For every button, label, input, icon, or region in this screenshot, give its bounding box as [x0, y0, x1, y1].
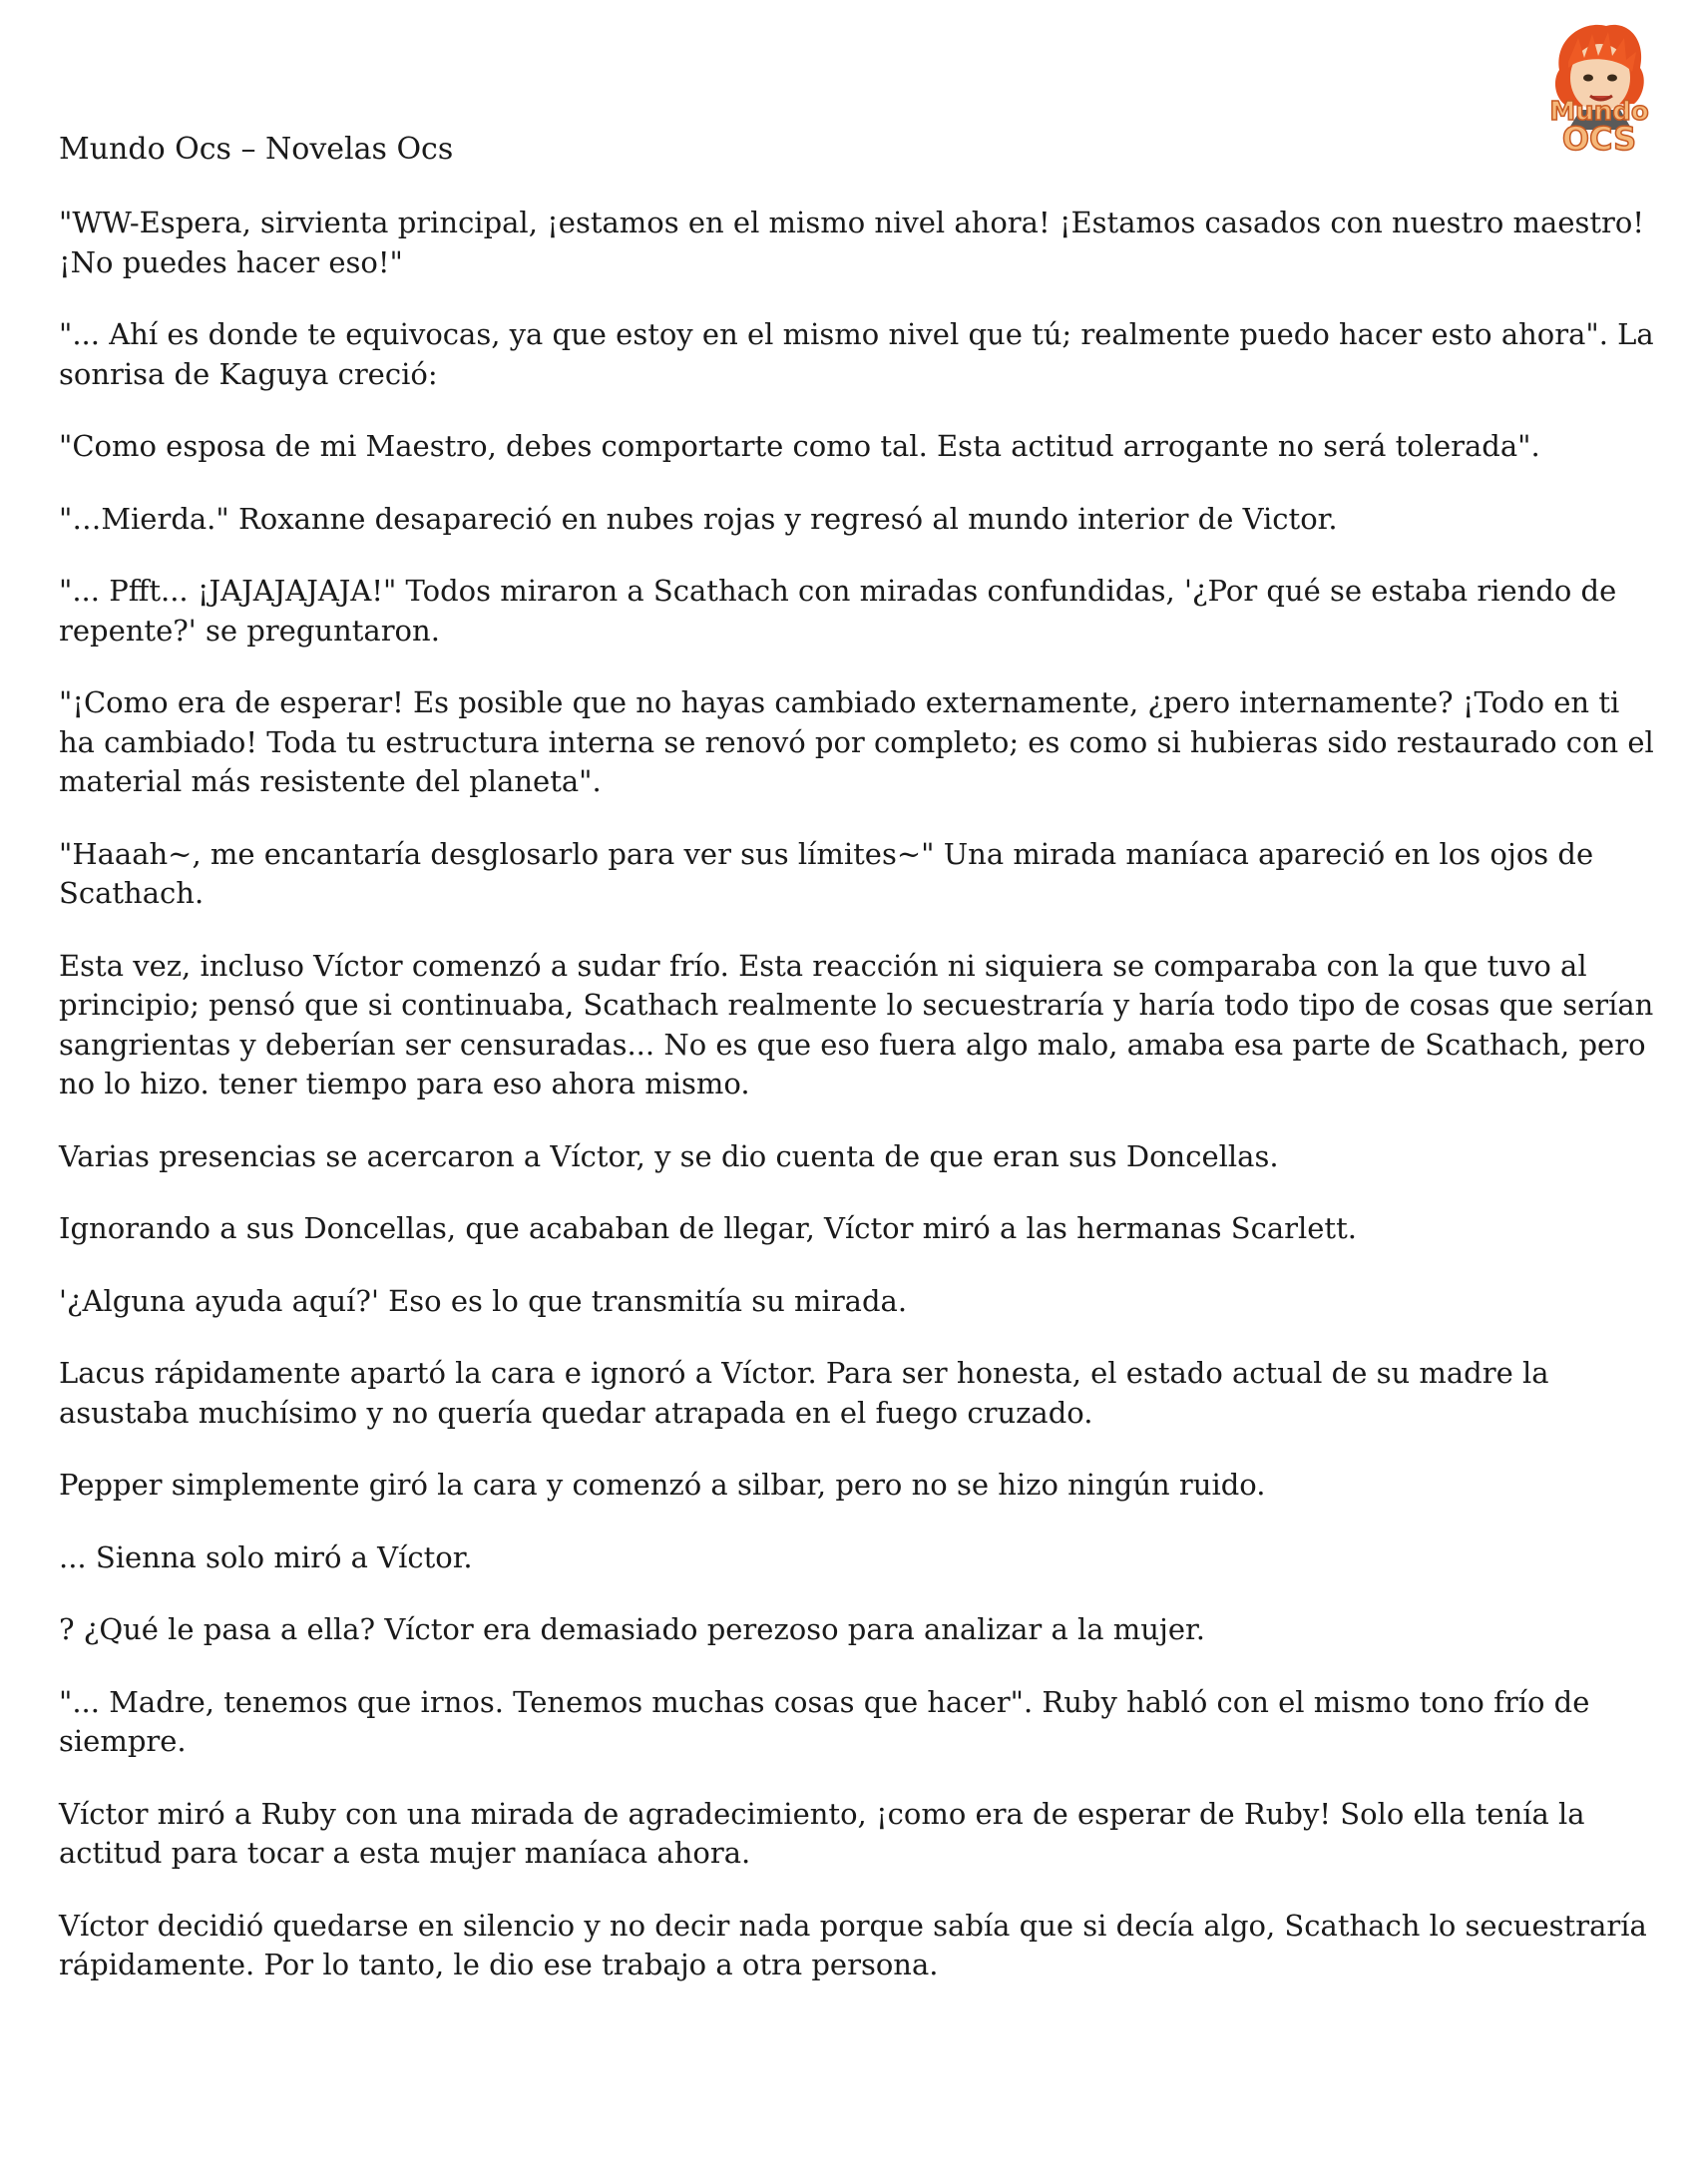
paragraph: Esta vez, incluso Víctor comenzó a sudar frío. Esta reacción ni siquiera se comparaba con la que tuvo al principio; pensó que si continuaba, Scathach realmente lo secuestraría y haría todo tipo de cosas que serían sangrientas y deberían ser censuradas... No es que eso fuera algo malo, amaba esa parte de Scathach, pero no lo hizo. tener tiempo para eso ahora mismo. [59, 948, 1654, 1100]
document-body [59, 204, 1655, 2018]
paragraph: "WW-Espera, sirvienta principal, ¡estamos en el mismo nivel ahora! ¡Estamos casados con nuestro maestro! ¡No puedes hacer eso!" [59, 206, 1645, 279]
paragraph: Pepper simplemente giró la cara y comenzó a silbar, pero no se hizo ningún ruido. [59, 1468, 1266, 1502]
paragraph: "Como esposa de mi Maestro, debes comportarte como tal. Esta actitud arrogante no será tolerada". [59, 429, 1540, 463]
paragraph: Víctor miró a Ruby con una mirada de agradecimiento, ¡como era de esperar de Ruby! Solo ella tenía la actitud para tocar a esta mujer maníaca ahora. [59, 1796, 1585, 1870]
document-header: Mundo Ocs – Novelas Ocs [59, 132, 454, 167]
mundo-ocs-logo-icon [1524, 18, 1674, 168]
paragraph: '¿Alguna ayuda aquí?' Eso es lo que transmitía su mirada. [59, 1283, 908, 1318]
paragraph: "... Pfft... ¡JAJAJAJAJA!" Todos miraron a Scathach con miradas confundidas, '¿Por qué se estaba riendo de repente?' se preguntaron. [59, 574, 1617, 648]
paragraph: "¡Como era de esperar! Es posible que no hayas cambiado externamente, ¿pero internamente? ¡Todo en ti ha cambiado! Toda tu estructura interna se renovó por completo; es como si hubieras sido restaurado con el material más resistente del planeta". [59, 685, 1654, 798]
paragraph: Varias presencias se acercaron a Víctor, y se dio cuenta de que eran sus Doncellas. [59, 1138, 1279, 1173]
paragraph: Lacus rápidamente apartó la cara e ignoró a Víctor. Para ser honesta, el estado actual de su madre la asustaba muchísimo y no quería quedar atrapada en el fuego cruzado. [59, 1356, 1549, 1430]
paragraph: "... Madre, tenemos que irnos. Tenemos muchas cosas que hacer". Ruby habló con el mismo tono frío de siempre. [59, 1684, 1590, 1758]
paragraph: Víctor decidió quedarse en silencio y no decir nada porque sabía que si decía algo, Scathach lo secuestraría rápidamente. Por lo tanto, le dio ese trabajo a otra persona. [59, 1908, 1647, 1981]
paragraph: ? ¿Qué le pasa a ella? Víctor era demasiado perezoso para analizar a la mujer. [59, 1612, 1205, 1646]
paragraph: Ignorando a sus Doncellas, que acababan de llegar, Víctor miró a las hermanas Scarlett. [59, 1211, 1357, 1245]
paragraph: "…Mierda." Roxanne desapareció en nubes rojas y regresó al mundo interior de Victor. [59, 501, 1338, 536]
svg-text:OCS: OCS [1561, 120, 1637, 158]
paragraph: "... Ahí es donde te equivocas, ya que estoy en el mismo nivel que tú; realmente puedo hacer esto ahora". La sonrisa de Kaguya creció: [59, 317, 1654, 391]
paragraph: "Haaah~, me encantaría desglosarlo para ver sus límites~" Una mirada maníaca apareció en los ojos de Scathach. [59, 836, 1594, 910]
paragraph: ... Sienna solo miró a Víctor. [59, 1539, 473, 1574]
svg-text:Mundo: Mundo [1549, 97, 1649, 127]
